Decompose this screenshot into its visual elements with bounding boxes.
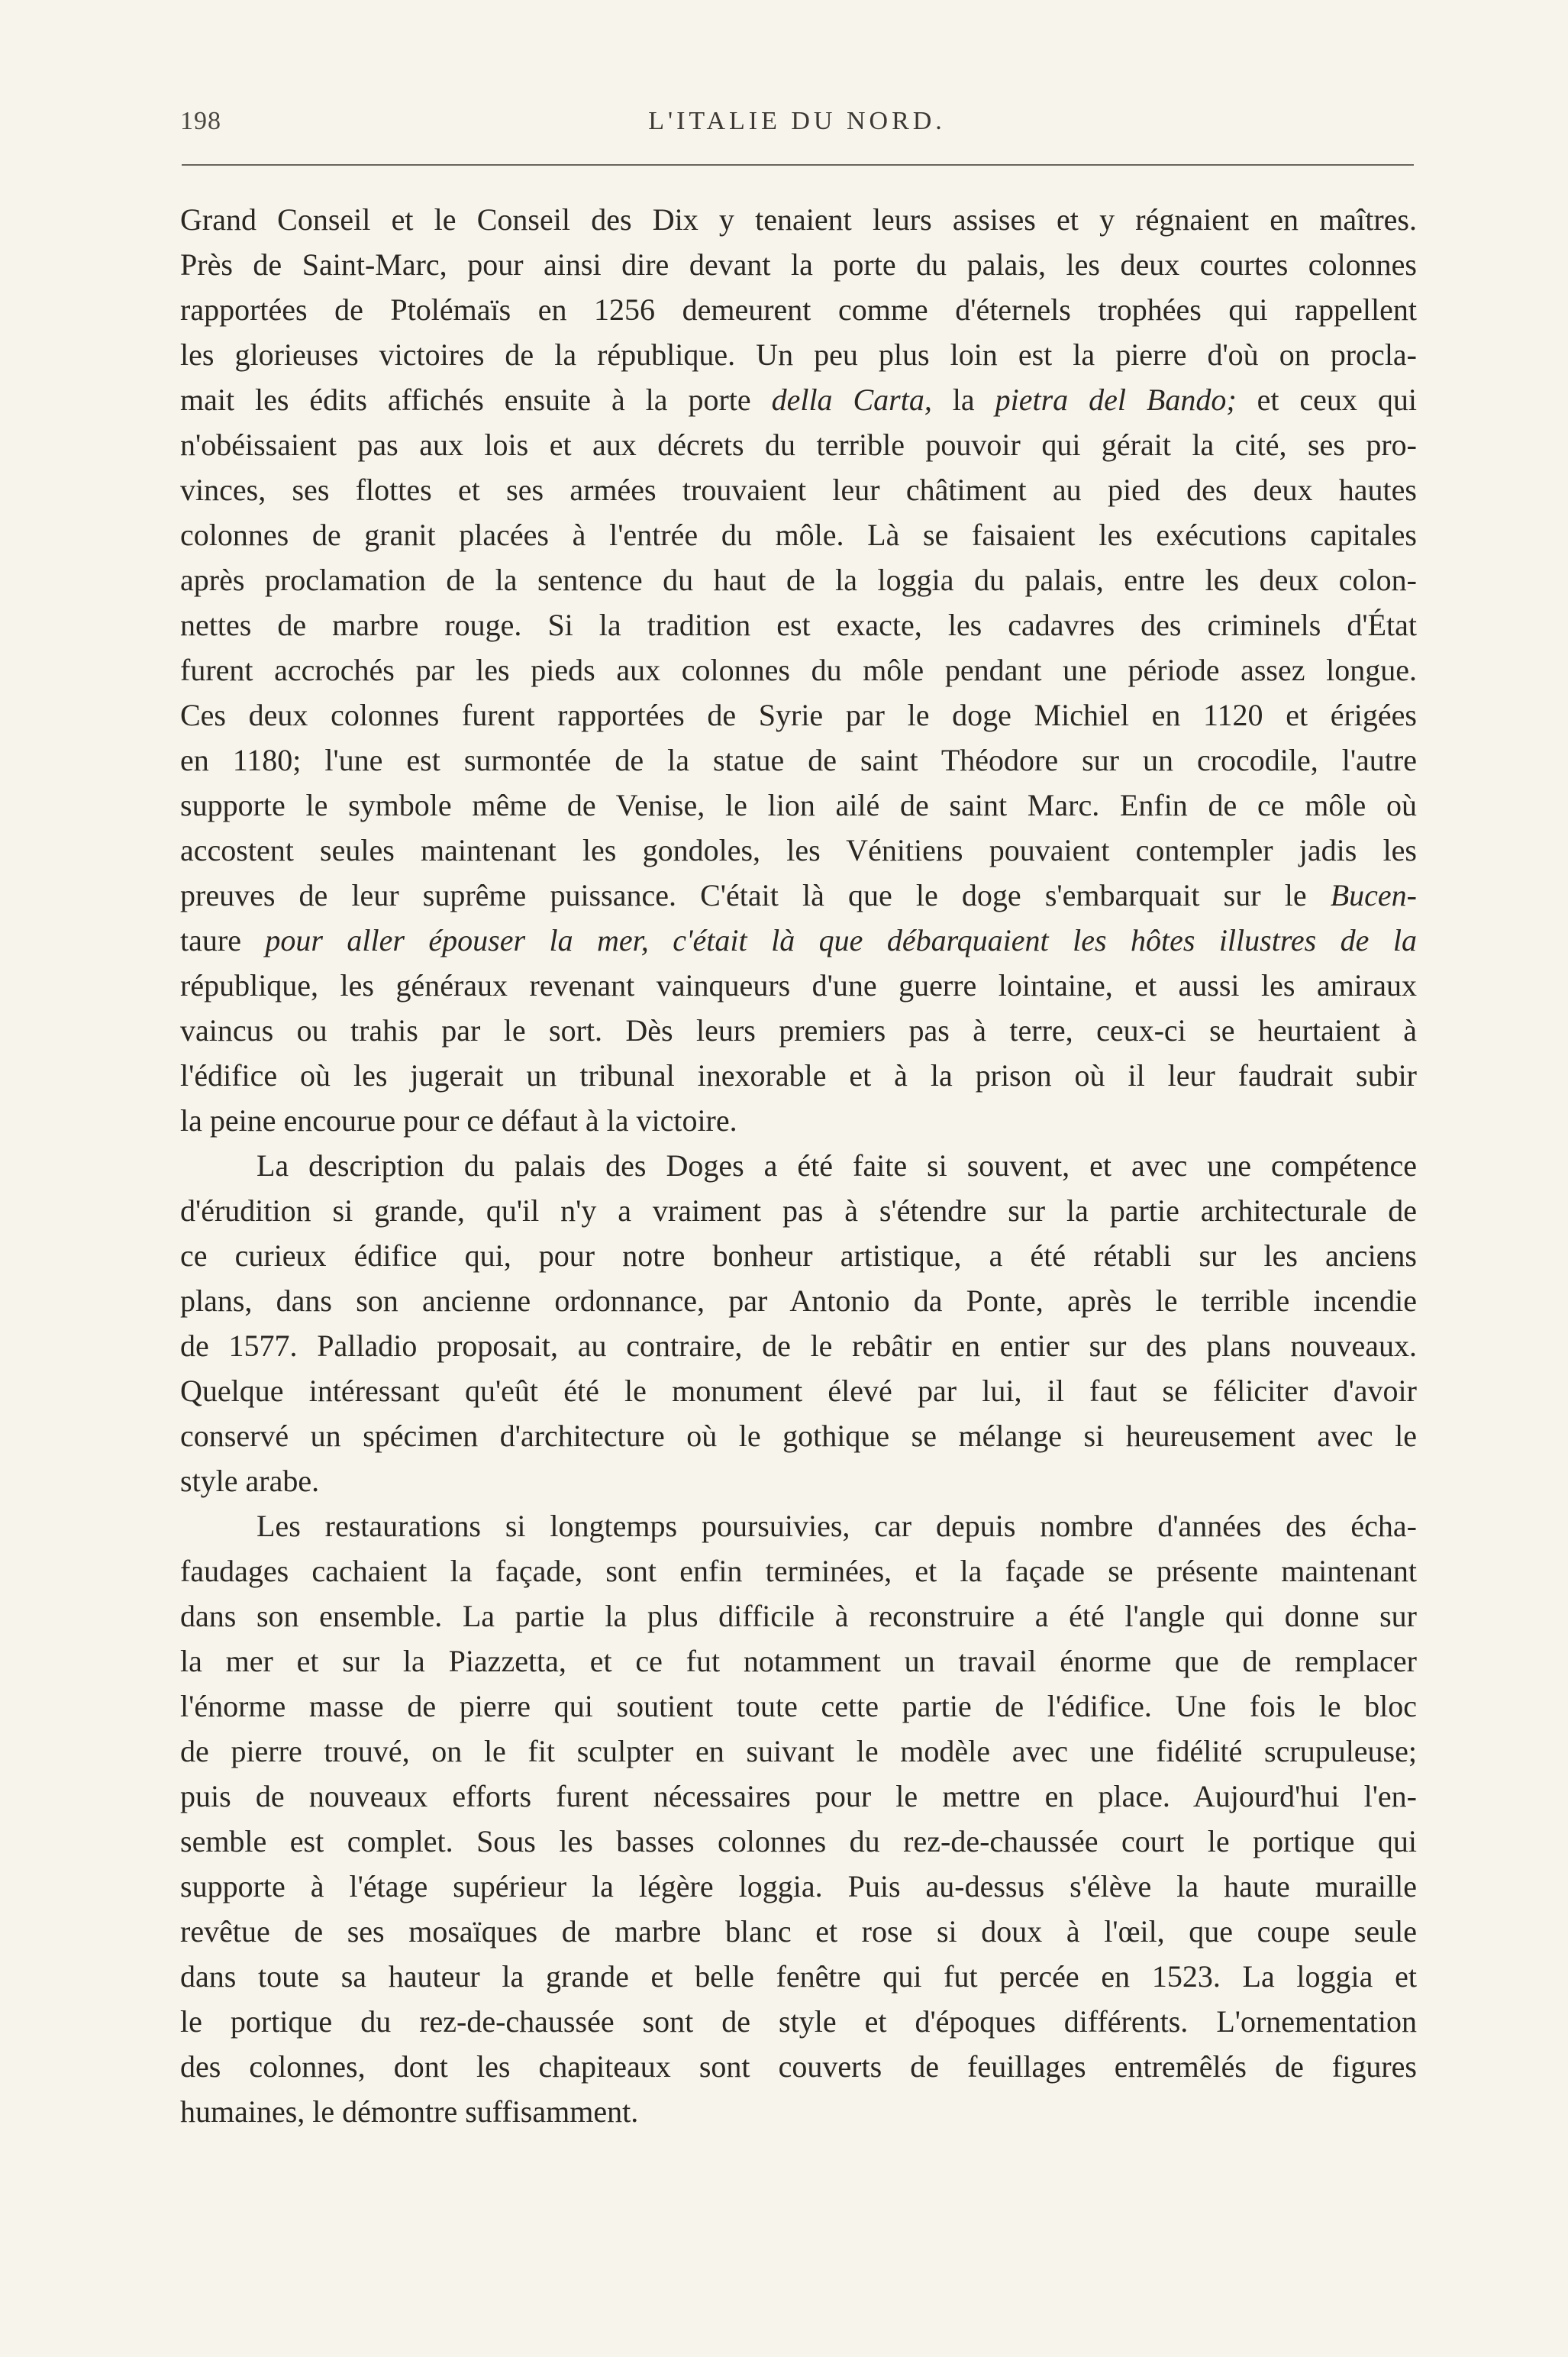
text-line: revêtue de ses mosaïques de marbre blanc et rose si doux à l'œil, que coupe seule: [180, 1914, 1417, 1949]
italic-term: pietra del Bando;: [995, 383, 1237, 417]
text-line: dans toute sa hauteur la grande et belle fenêtre qui fut percée en 1523. La loggia et: [180, 1959, 1417, 1994]
text-line: nettes de marbre rouge. Si la tradition est exacte, les cadavres des criminels d'État: [180, 608, 1417, 642]
text-line: plans, dans son ancienne ordonnance, par Antonio da Ponte, après le terrible incendie: [180, 1283, 1417, 1318]
text-line: semble est complet. Sous les basses colonnes du rez-de-chaussée court le portique qui: [180, 1824, 1417, 1858]
text-line: Quelque intéressant qu'eût été le monument élevé par lui, il faut se féliciter d'avoir: [180, 1374, 1417, 1408]
paragraph: [180, 1503, 1417, 2134]
text-line: faudages cachaient la façade, sont enfin terminées, et la façade se présente maintenant: [180, 1554, 1417, 1588]
text-line: ce curieux édifice qui, pour notre bonheur artistique, a été rétabli sur les anciens: [180, 1238, 1417, 1273]
running-head: [180, 107, 1414, 153]
text-line: furent accrochés par les pieds aux colonnes du môle pendant une période assez longue.: [180, 653, 1417, 687]
text-line: Près de Saint-Marc, pour ainsi dire devant la porte du palais, les deux courtes colonnes: [180, 247, 1417, 282]
text-line: le portique du rez-de-chaussée sont de style et d'époques différents. L'ornementation: [180, 2004, 1417, 2039]
text-line: la peine encourue pour ce défaut à la victoire.: [180, 1103, 737, 1138]
text-line: vaincus ou trahis par le sort. Dès leurs premiers pas à terre, ceux-ci se heurtaient à: [180, 1013, 1417, 1048]
text-line: république, les généraux revenant vainqueurs d'une guerre lointaine, et aussi les amiraux: [180, 968, 1417, 1003]
paragraph: [180, 1143, 1417, 1503]
text-line: Ces deux colonnes furent rapportées de Syrie par le doge Michiel en 1120 et érigées: [180, 698, 1417, 732]
text-line: La description du palais des Doges a été faite si souvent, et avec une compétence: [256, 1148, 1417, 1183]
running-title: L'ITALIE DU NORD.: [648, 107, 946, 135]
text-line: vinces, ses flottes et ses armées trouvaient leur châtiment au pied des deux hautes: [180, 473, 1417, 507]
text-line: Grand Conseil et le Conseil des Dix y tenaient leurs assises et y régnaient en maîtres.: [180, 202, 1417, 237]
text-line: style arabe.: [180, 1464, 320, 1498]
text-line: d'érudition si grande, qu'il n'y a vraiment pas à s'étendre sur la partie architecturale de: [180, 1193, 1417, 1228]
text-line: preuves de leur suprême puissance. C'était là que le doge s'embarquait sur le Bucen-: [180, 878, 1417, 912]
text-line: la mer et sur la Piazzetta, et ce fut notamment un travail énorme que de remplacer: [180, 1644, 1417, 1678]
text-line: puis de nouveaux efforts furent nécessaires pour le mettre en place. Aujourd'hui l'en-: [180, 1779, 1417, 1813]
text-line: après proclamation de la sentence du haut de la loggia du palais, entre les deux colon-: [180, 563, 1417, 597]
text-line: rapportées de Ptolémaïs en 1256 demeurent comme d'éternels trophées qui rappellent: [180, 292, 1417, 327]
italic-term: della Carta,: [771, 383, 932, 417]
text-line: colonnes de granit placées à l'entrée du môle. Là se faisaient les exécutions capitales: [180, 518, 1417, 552]
italic-term: Bucen-: [1330, 878, 1417, 912]
paragraph: [180, 197, 1417, 1143]
text-line: Les restaurations si longtemps poursuivies, car depuis nombre d'années des écha-: [256, 1509, 1417, 1543]
text-line: conservé un spécimen d'architecture où le gothique se mélange si heureusement avec le: [180, 1419, 1417, 1453]
italic-term: pour aller épouser la mer, c'était là que débarquaient les hôtes illustres de la: [240, 923, 1417, 957]
text-line: les glorieuses victoires de la république. Un peu plus loin est la pierre d'où on procla-: [180, 337, 1417, 372]
text-line: dans son ensemble. La partie la plus difficile à reconstruire a été l'angle qui donne sur: [180, 1599, 1417, 1633]
text-line: accostent seules maintenant les gondoles, les Vénitiens pouvaient contempler jadis les: [180, 833, 1417, 867]
text-line: de 1577. Palladio proposait, au contraire, de le rebâtir en entier sur des plans nouveaux.: [180, 1329, 1417, 1363]
text-line: humaines, le démontre suffisamment.: [180, 2094, 639, 2129]
text-line: supporte le symbole même de Venise, le lion ailé de saint Marc. Enfin de ce môle où: [180, 788, 1417, 822]
text-line: des colonnes, dont les chapiteaux sont couverts de feuillages entremêlés de figures: [180, 2049, 1417, 2084]
body-text: [180, 197, 1417, 2134]
page-number: 198: [180, 107, 221, 135]
text-line: de pierre trouvé, on le fit sculpter en suivant le modèle avec une fidélité scrupuleuse;: [180, 1734, 1417, 1768]
text-line: mait les édits affichés ensuite à la porte della Carta, la pietra del Bando; et ceux qui: [180, 383, 1417, 417]
text-line: supporte à l'étage supérieur la légère loggia. Puis au-dessus s'élève la haute muraille: [180, 1869, 1417, 1903]
text-line: n'obéissaient pas aux lois et aux décrets du terrible pouvoir qui gérait la cité, ses pro-: [180, 428, 1417, 462]
text-line: en 1180; l'une est surmontée de la statue de saint Théodore sur un crocodile, l'autre: [180, 743, 1417, 777]
text-line: l'édifice où les jugerait un tribunal inexorable et à la prison où il leur faudrait subir: [180, 1058, 1417, 1093]
text-line: l'énorme masse de pierre qui soutient toute cette partie de l'édifice. Une fois le bloc: [180, 1689, 1417, 1723]
text-line: taure pour aller épouser la mer, c'était là que débarquaient les hôtes illustres de la: [180, 923, 1417, 957]
header-rule: [182, 164, 1414, 166]
